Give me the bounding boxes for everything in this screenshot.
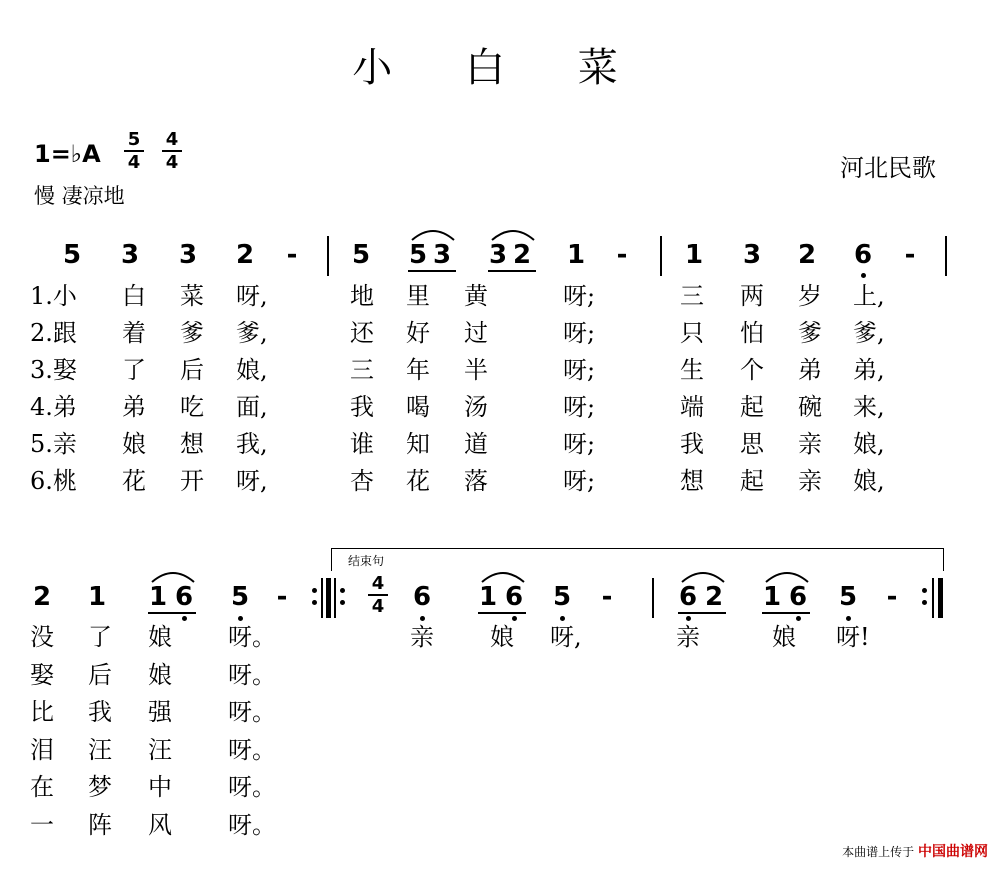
lyric-syllable: 花 bbox=[122, 467, 146, 495]
barline bbox=[932, 578, 934, 618]
note: 2 bbox=[32, 582, 52, 612]
lyric-syllable: 呀, bbox=[550, 623, 582, 651]
lyric-syllable: 娘, bbox=[853, 430, 885, 458]
note: 5 bbox=[408, 240, 428, 270]
note: 5 bbox=[62, 240, 82, 270]
barline bbox=[334, 578, 336, 618]
lyric-syllable: 后 bbox=[180, 356, 204, 384]
note: 1 bbox=[762, 582, 782, 612]
lyric-syllable: 我 bbox=[88, 698, 112, 726]
lyric-syllable: 呀。 bbox=[228, 660, 276, 689]
note: 6 bbox=[504, 582, 524, 612]
time-signature-4-4 bbox=[368, 574, 388, 616]
lyric-syllable: 没 bbox=[30, 623, 54, 651]
lyric-syllable: 亲 bbox=[798, 430, 822, 458]
lyric-syllable: 黄 bbox=[464, 282, 488, 310]
lyric-syllable: 6.桃 bbox=[30, 467, 77, 495]
lyric-syllable: 弟 bbox=[122, 393, 146, 421]
eighth-underline bbox=[762, 612, 810, 614]
lyric-syllable: 汪 bbox=[148, 735, 172, 764]
barline bbox=[945, 236, 947, 276]
note: 3 bbox=[432, 240, 452, 270]
time-signature-5-4 bbox=[124, 130, 144, 172]
lyric-syllable: 娘 bbox=[490, 623, 514, 651]
lower-octave-dot bbox=[796, 616, 801, 621]
lyric-syllable: 弟, bbox=[853, 356, 885, 384]
time-bottom: 4 bbox=[371, 596, 385, 617]
composer: 河北民歌 bbox=[840, 154, 936, 182]
lyric-syllable: 5.亲 bbox=[30, 430, 77, 458]
time-signature-4-4 bbox=[162, 130, 182, 172]
lyric-syllable: 汤 bbox=[464, 393, 488, 421]
lyric-syllable: 思 bbox=[740, 430, 764, 458]
lyric-syllable: 强 bbox=[148, 698, 172, 726]
time-top: 4 bbox=[371, 573, 385, 594]
lower-octave-dot bbox=[686, 616, 691, 621]
ending-bracket bbox=[331, 548, 944, 571]
lyric-syllable: 呀。 bbox=[228, 735, 276, 764]
note: 3 bbox=[742, 240, 762, 270]
lyric-syllable: 泪 bbox=[30, 735, 54, 764]
lyric-syllable: 亲 bbox=[676, 623, 700, 651]
lyric-syllable: 呀; bbox=[563, 356, 596, 384]
repeat-dots bbox=[340, 588, 345, 612]
lyric-syllable: 爹 bbox=[180, 319, 204, 347]
key-signature: 1=♭A bbox=[34, 140, 101, 168]
slur bbox=[150, 568, 196, 584]
lyric-syllable: 亲 bbox=[798, 467, 822, 495]
lyric-syllable: 我, bbox=[236, 430, 268, 458]
lyric-syllable: 呀; bbox=[563, 393, 596, 421]
lyric-syllable: 呀。 bbox=[228, 623, 276, 651]
lyric-syllable: 爹, bbox=[853, 319, 885, 347]
time-bottom: 4 bbox=[127, 152, 141, 173]
lyric-syllable: 谁 bbox=[350, 430, 374, 458]
slur bbox=[410, 226, 456, 242]
tempo-marking: 慢 凄凉地 bbox=[34, 184, 125, 208]
lyric-syllable: 起 bbox=[740, 467, 764, 495]
lyric-syllable: 呀! bbox=[836, 623, 870, 651]
lyric-syllable: 面, bbox=[236, 393, 268, 421]
note: 2 bbox=[704, 582, 724, 612]
time-bottom: 4 bbox=[165, 152, 179, 173]
lyric-syllable: 杏 bbox=[350, 467, 374, 495]
lower-octave-dot bbox=[238, 616, 243, 621]
slur bbox=[680, 568, 726, 584]
note: 5 bbox=[552, 582, 572, 612]
lyric-syllable: 想 bbox=[180, 430, 204, 458]
lyric-syllable: 呀; bbox=[563, 467, 596, 495]
note: 2 bbox=[235, 240, 255, 270]
note: 6 bbox=[412, 582, 432, 612]
lyric-syllable: 爹, bbox=[236, 319, 268, 347]
lyric-syllable: 个 bbox=[740, 356, 764, 384]
repeat-dots bbox=[312, 588, 317, 612]
lower-octave-dot bbox=[861, 273, 866, 278]
lyric-syllable: 三 bbox=[350, 356, 374, 384]
note: 3 bbox=[178, 240, 198, 270]
lyric-syllable: 菜 bbox=[180, 282, 204, 310]
lyric-syllable: 娶 bbox=[30, 660, 54, 689]
lyric-syllable: 娘 bbox=[772, 623, 796, 651]
footer-text: 本曲谱上传于 bbox=[842, 845, 915, 859]
lyric-syllable: 爹 bbox=[798, 319, 822, 347]
lyric-syllable: 呀, bbox=[236, 467, 268, 495]
lyric-syllable: 地 bbox=[350, 282, 374, 310]
time-top: 5 bbox=[127, 129, 141, 150]
slur bbox=[490, 226, 536, 242]
slur bbox=[764, 568, 810, 584]
lyric-syllable: 在 bbox=[30, 773, 54, 801]
note: 5 bbox=[838, 582, 858, 612]
lyric-syllable: 我 bbox=[350, 393, 374, 421]
lyric-syllable: 阵 bbox=[88, 810, 112, 839]
lyric-syllable: 娘 bbox=[122, 430, 146, 458]
lyric-syllable: 吃 bbox=[180, 393, 204, 421]
lyric-syllable: 着 bbox=[122, 319, 146, 347]
slur bbox=[480, 568, 526, 584]
note: 5 bbox=[351, 240, 371, 270]
note: 3 bbox=[120, 240, 140, 270]
lyric-syllable: 呀。 bbox=[228, 698, 276, 726]
note: 1 bbox=[148, 582, 168, 612]
final-barline bbox=[938, 578, 943, 618]
lyric-syllable: 开 bbox=[180, 467, 204, 495]
lyric-syllable: 三 bbox=[680, 282, 704, 310]
note: 6 bbox=[853, 240, 873, 270]
note: 6 bbox=[174, 582, 194, 612]
lyric-syllable: 上, bbox=[853, 282, 885, 310]
note: 2 bbox=[797, 240, 817, 270]
lyric-syllable: 道 bbox=[464, 430, 488, 458]
lyric-syllable: 落 bbox=[464, 467, 488, 495]
lyric-syllable: 呀。 bbox=[228, 773, 276, 801]
note: 5 bbox=[230, 582, 250, 612]
site-brand[interactable]: 中国曲谱网 bbox=[918, 844, 988, 860]
dash: - bbox=[904, 240, 916, 270]
dash: - bbox=[601, 582, 613, 612]
lower-octave-dot bbox=[560, 616, 565, 621]
lower-octave-dot bbox=[420, 616, 425, 621]
lyric-syllable: 呀; bbox=[563, 430, 596, 458]
lyric-syllable: 呀。 bbox=[228, 810, 276, 839]
eighth-underline bbox=[148, 612, 196, 614]
eighth-underline bbox=[488, 270, 536, 272]
repeat-dots bbox=[922, 588, 927, 612]
lower-octave-dot bbox=[846, 616, 851, 621]
lyric-syllable: 里 bbox=[406, 282, 430, 310]
ending-label: 结束句 bbox=[348, 554, 385, 568]
time-top: 4 bbox=[165, 129, 179, 150]
lyric-syllable: 汪 bbox=[88, 735, 112, 764]
lyric-syllable: 来, bbox=[853, 393, 885, 421]
footer bbox=[842, 841, 988, 861]
lyric-syllable: 娘 bbox=[148, 660, 172, 689]
lyric-syllable: 一 bbox=[30, 810, 54, 839]
lyric-syllable: 还 bbox=[350, 319, 374, 347]
lower-octave-dot bbox=[182, 616, 187, 621]
lyric-syllable: 梦 bbox=[88, 773, 112, 801]
lyric-syllable: 生 bbox=[680, 356, 704, 384]
barline bbox=[660, 236, 662, 276]
lyric-syllable: 了 bbox=[88, 623, 112, 651]
lyric-syllable: 娘 bbox=[148, 623, 172, 651]
lyric-syllable: 只 bbox=[680, 319, 704, 347]
dash: - bbox=[616, 240, 628, 270]
lyric-syllable: 好 bbox=[406, 319, 430, 347]
lyric-syllable: 了 bbox=[122, 356, 146, 384]
lyric-syllable: 娘, bbox=[236, 356, 268, 384]
note: 1 bbox=[478, 582, 498, 612]
lyric-syllable: 弟 bbox=[798, 356, 822, 384]
lyric-syllable: 知 bbox=[406, 430, 430, 458]
lyric-syllable: 端 bbox=[680, 393, 704, 421]
note: 6 bbox=[788, 582, 808, 612]
note: 1 bbox=[566, 240, 586, 270]
eighth-underline bbox=[408, 270, 456, 272]
lyric-syllable: 年 bbox=[406, 356, 430, 384]
dash: - bbox=[286, 240, 298, 270]
dash: - bbox=[886, 582, 898, 612]
eighth-underline bbox=[678, 612, 726, 614]
lyric-syllable: 呀, bbox=[236, 282, 268, 310]
barline bbox=[321, 578, 323, 618]
lyric-syllable: 3.娶 bbox=[30, 356, 77, 384]
lyric-syllable: 呀; bbox=[563, 282, 596, 310]
note: 6 bbox=[678, 582, 698, 612]
lyric-syllable: 2.跟 bbox=[30, 319, 77, 347]
song-title: 小 白 菜 bbox=[352, 45, 648, 91]
note: 1 bbox=[684, 240, 704, 270]
lyric-syllable: 比 bbox=[30, 698, 54, 726]
lyric-syllable: 怕 bbox=[740, 319, 764, 347]
lyric-syllable: 风 bbox=[148, 810, 172, 839]
lyric-syllable: 中 bbox=[148, 773, 172, 801]
note: 3 bbox=[488, 240, 508, 270]
note: 1 bbox=[87, 582, 107, 612]
lyric-syllable: 亲 bbox=[410, 623, 434, 651]
eighth-underline bbox=[478, 612, 526, 614]
thick-barline bbox=[326, 578, 331, 618]
lyric-syllable: 1.小 bbox=[30, 282, 77, 310]
lyric-syllable: 起 bbox=[740, 393, 764, 421]
lyric-syllable: 想 bbox=[680, 467, 704, 495]
lyric-syllable: 两 bbox=[740, 282, 764, 310]
lower-octave-dot bbox=[512, 616, 517, 621]
barline bbox=[652, 578, 654, 618]
lyric-syllable: 花 bbox=[406, 467, 430, 495]
lyric-syllable: 后 bbox=[88, 660, 112, 689]
lyric-syllable: 白 bbox=[122, 282, 146, 310]
lyric-syllable: 喝 bbox=[406, 393, 430, 421]
lyric-syllable: 呀; bbox=[563, 319, 596, 347]
lyric-syllable: 碗 bbox=[798, 393, 822, 421]
dash: - bbox=[276, 582, 288, 612]
note: 2 bbox=[512, 240, 532, 270]
lyric-syllable: 4.弟 bbox=[30, 393, 77, 421]
lyric-syllable: 我 bbox=[680, 430, 704, 458]
lyric-syllable: 过 bbox=[464, 319, 488, 347]
lyric-syllable: 半 bbox=[464, 356, 488, 384]
lyric-syllable: 岁 bbox=[798, 282, 822, 310]
lyric-syllable: 娘, bbox=[853, 467, 885, 495]
barline bbox=[327, 236, 329, 276]
